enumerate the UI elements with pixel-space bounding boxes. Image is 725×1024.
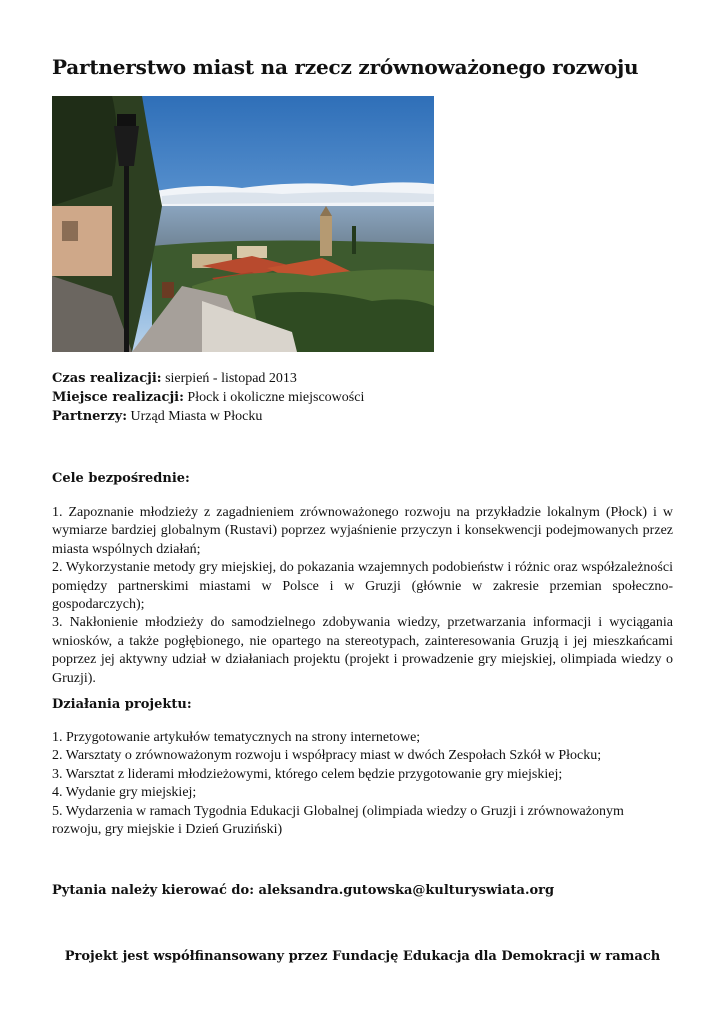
meta-partners-label: Partnerzy: [52,409,128,424]
meta-time-label: Czas realizacji: [52,371,162,386]
funding-note: Projekt jest współfinansowany przez Fundację Edukacja dla Demokracji w ramach [64,949,661,964]
goal-item-1: 1. Zapoznanie młodzieży z zagadnieniem zrównoważonego rozwoju na przykładzie lokalnym (Płock) i w wymiarze bardziej globalnym (Rustavi) poprzez wyjaśnienie przyczyn i konsekwencji podejmowanych przez miasta wspólnych działań; [52,505,673,557]
landscape-image [52,96,434,352]
action-item-1: 1. Przygotowanie artykułów tematycznych na strony internetowe; [52,730,421,745]
action-item-3: 3. Warsztat z liderami młodzieżowymi, którego celem będzie przygotowanie gry miejskiej; [52,766,563,782]
goal-item-2: 2. Wykorzystanie metody gry miejskiej, do pokazania wzajemnych podobieństw i różnic oraz współzależności pomiędzy partnerskimi miastami w Polsce i w Gruzji (głównie w zakresie przemian społeczno-gospodarczych); [52,560,673,613]
meta-partners-value: Urząd Miasta w Płocku [130,409,263,424]
meta-partners [52,407,364,426]
page-title: Partnerstwo miast na rzecz zrównoważonego rozwoju [52,55,639,79]
goals-list [52,504,673,688]
meta-place-label: Miejsce realizacji: [52,390,184,405]
project-meta [52,369,364,426]
action-item-2: 2. Warsztaty o zrównoważonym rozwoju i współpracy miast w dwóch Zespołach Szkół w Płocku; [52,748,602,764]
actions-list [52,729,673,839]
action-item-5: 5. Wydarzenia w ramach Tygodnia Edukacji Globalnej (olimpiada wiedzy o Gruzji i zrównoważonym rozwoju, gry miejskie i Dzień Gruziński) [52,803,624,838]
meta-time-value: sierpień - listopad 2013 [165,371,297,386]
goals-heading: Cele bezpośrednie: [52,471,190,486]
actions-heading: Działania projektu: [52,697,192,712]
meta-place-value: Płock i okoliczne miejscowości [187,390,365,405]
action-item-4: 4. Wydanie gry miejskiej; [52,785,197,801]
goal-item-3: 3. Nakłonienie młodzieży do samodzielnego zdobywania wiedzy, przetwarzania informacji i wyciągania wniosków, a także pogłębionego, nie opartego na stereotypach, zainteresowania Gruzją i jej mieszkańcami poprzez jej aktywny udział w działaniach projektu (projekt i prowadzenie gry miejskiej, olimpiada wiedzy o Gruzji). [52,615,673,686]
town-photo [52,96,434,352]
meta-place [52,388,364,407]
meta-time [52,369,364,388]
contact-line: Pytania należy kierować do: aleksandra.gutowska@kulturyswiata.org [52,883,555,898]
